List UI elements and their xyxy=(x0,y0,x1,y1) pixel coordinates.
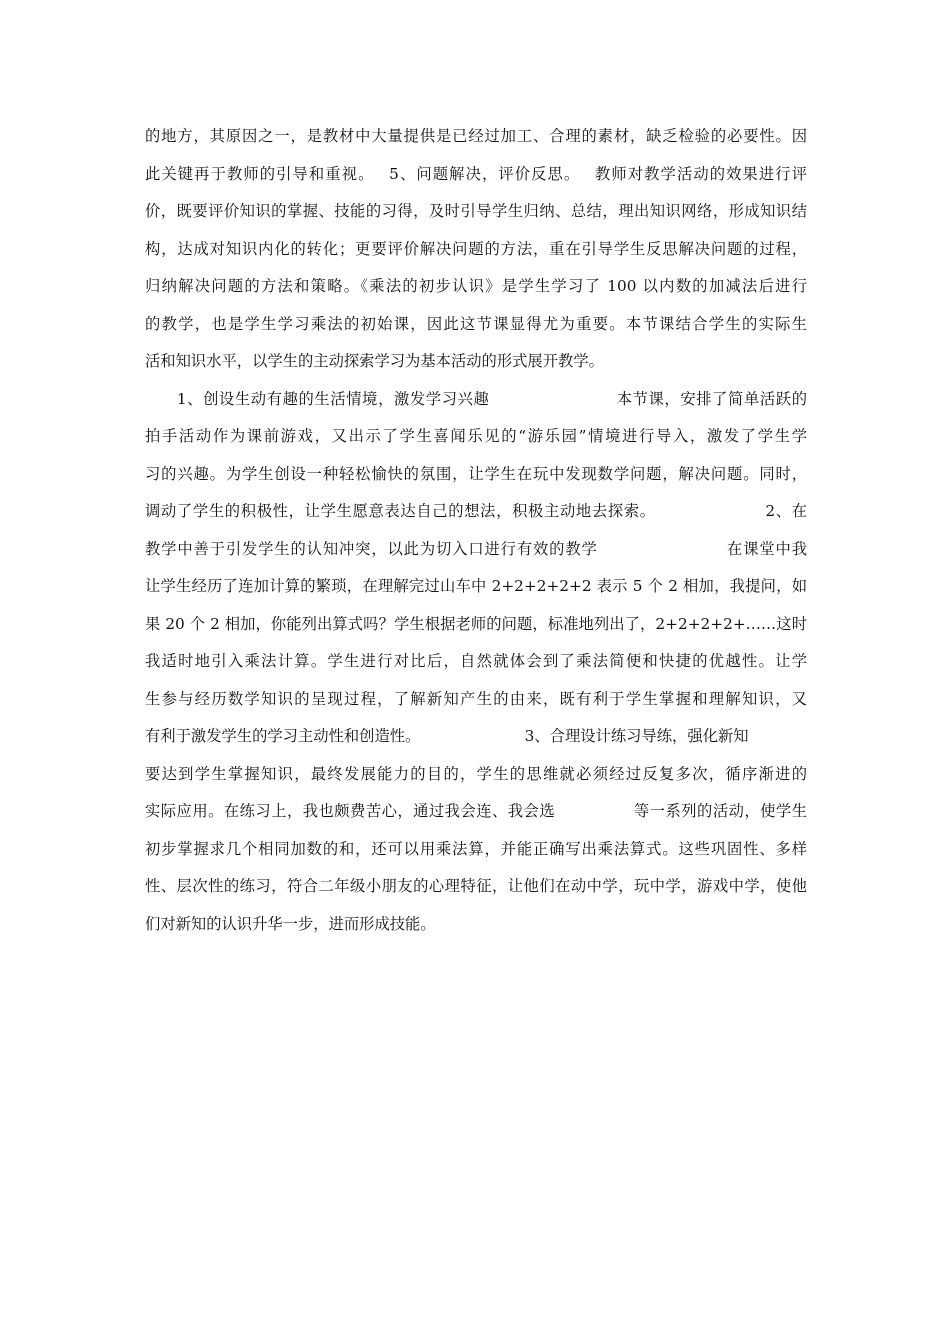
body-line-22: 们对新知的认识升华一步，进而形成技能。 xyxy=(145,914,436,933)
body-line-13: 让学生经历了连加计算的繁琐，在理解完过山车中 2+2+2+2+2 表示 5 个 2 相加，我提问，如 xyxy=(145,577,807,595)
body-line-10: 习的兴趣。为学生创设一种轻松愉快的氛围，让学生在玩中发现数学问题，解决问题。同时， xyxy=(145,464,807,483)
body-line-12: 教学中善于引发学生的认知冲突，以此为切入口进行有效的教学 在课堂中我 xyxy=(145,539,807,558)
body-line-6: 的教学，也是学生学习乘法的初始课，因此这节课显得尤为重要。本节课结合学生的实际生 xyxy=(145,314,807,333)
body-line-1: 的地方，其原因之一，是教材中大量提供是已经过加工、合理的素材，缺乏检验的必要性。因 xyxy=(145,127,807,145)
body-line-17: 有利于激发学生的学习主动性和创造性。 3、合理设计练习导练，强化新知 xyxy=(145,727,749,745)
body-line-11: 调动了学生的积极性，让学生愿意表达自己的想法，积极主动地去探索。 2、在 xyxy=(145,502,807,520)
body-line-15: 我适时地引入乘法计算。学生进行对比后，自然就体会到了乘法简便和快捷的优越性。让学 xyxy=(145,652,807,670)
body-line-16: 生参与经历数学知识的呈现过程，了解新知产生的由来，既有利于学生掌握和理解知识，又 xyxy=(145,689,807,708)
body-line-19: 实际应用。在练习上，我也颇费苦心，通过我会连、我会选 等一系列的活动，使学生 xyxy=(145,802,807,820)
body-line-18: 要达到学生掌握知识，最终发展能力的目的，学生的思维就必须经过反复多次，循序渐进的 xyxy=(145,764,807,783)
body-line-5: 归纳解决问题的方法和策略。《乘法的初步认识》是学生学习了 100 以内数的加减法后进行 xyxy=(145,277,807,295)
body-line-4: 构，达成对知识内化的转化；更要评价解决问题的方法，重在引导学生反思解决问题的过程， xyxy=(145,239,807,258)
body-line-3: 价，既要评价知识的掌握、技能的习得，及时引导学生归纳、总结，理出知识网络，形成知识结 xyxy=(145,202,807,220)
body-line-20: 初步掌握求几个相同加数的和，还可以用乘法算，并能正确写出乘法算式。这些巩固性、多样 xyxy=(145,839,807,858)
body-line-8: 1、创设生动有趣的生活情境，激发学习兴趣 本节课，安排了简单活跃的 xyxy=(145,389,807,408)
body-line-9: 拍手活动作为课前游戏，又出示了学生喜闻乐见的“游乐园”情境进行导入，激发了学生学 xyxy=(145,427,807,445)
body-line-21: 性、层次性的练习，符合二年级小朋友的心理特征，让他们在动中学，玩中学，游戏中学，使他 xyxy=(145,877,807,895)
body-line-2: 此关键再于教师的引导和重视。 5、问题解决，评价反思。 教师对教学活动的效果进行评 xyxy=(145,164,807,183)
body-line-14: 果 20 个 2 相加，你能列出算式吗？学生根据老师的问题，标准地列出了，2+2+2+2+……这时 xyxy=(145,614,807,633)
document-body xyxy=(145,118,807,943)
body-line-7: 活和知识水平，以学生的主动探索学习为基本活动的形式展开教学。 xyxy=(145,352,604,370)
